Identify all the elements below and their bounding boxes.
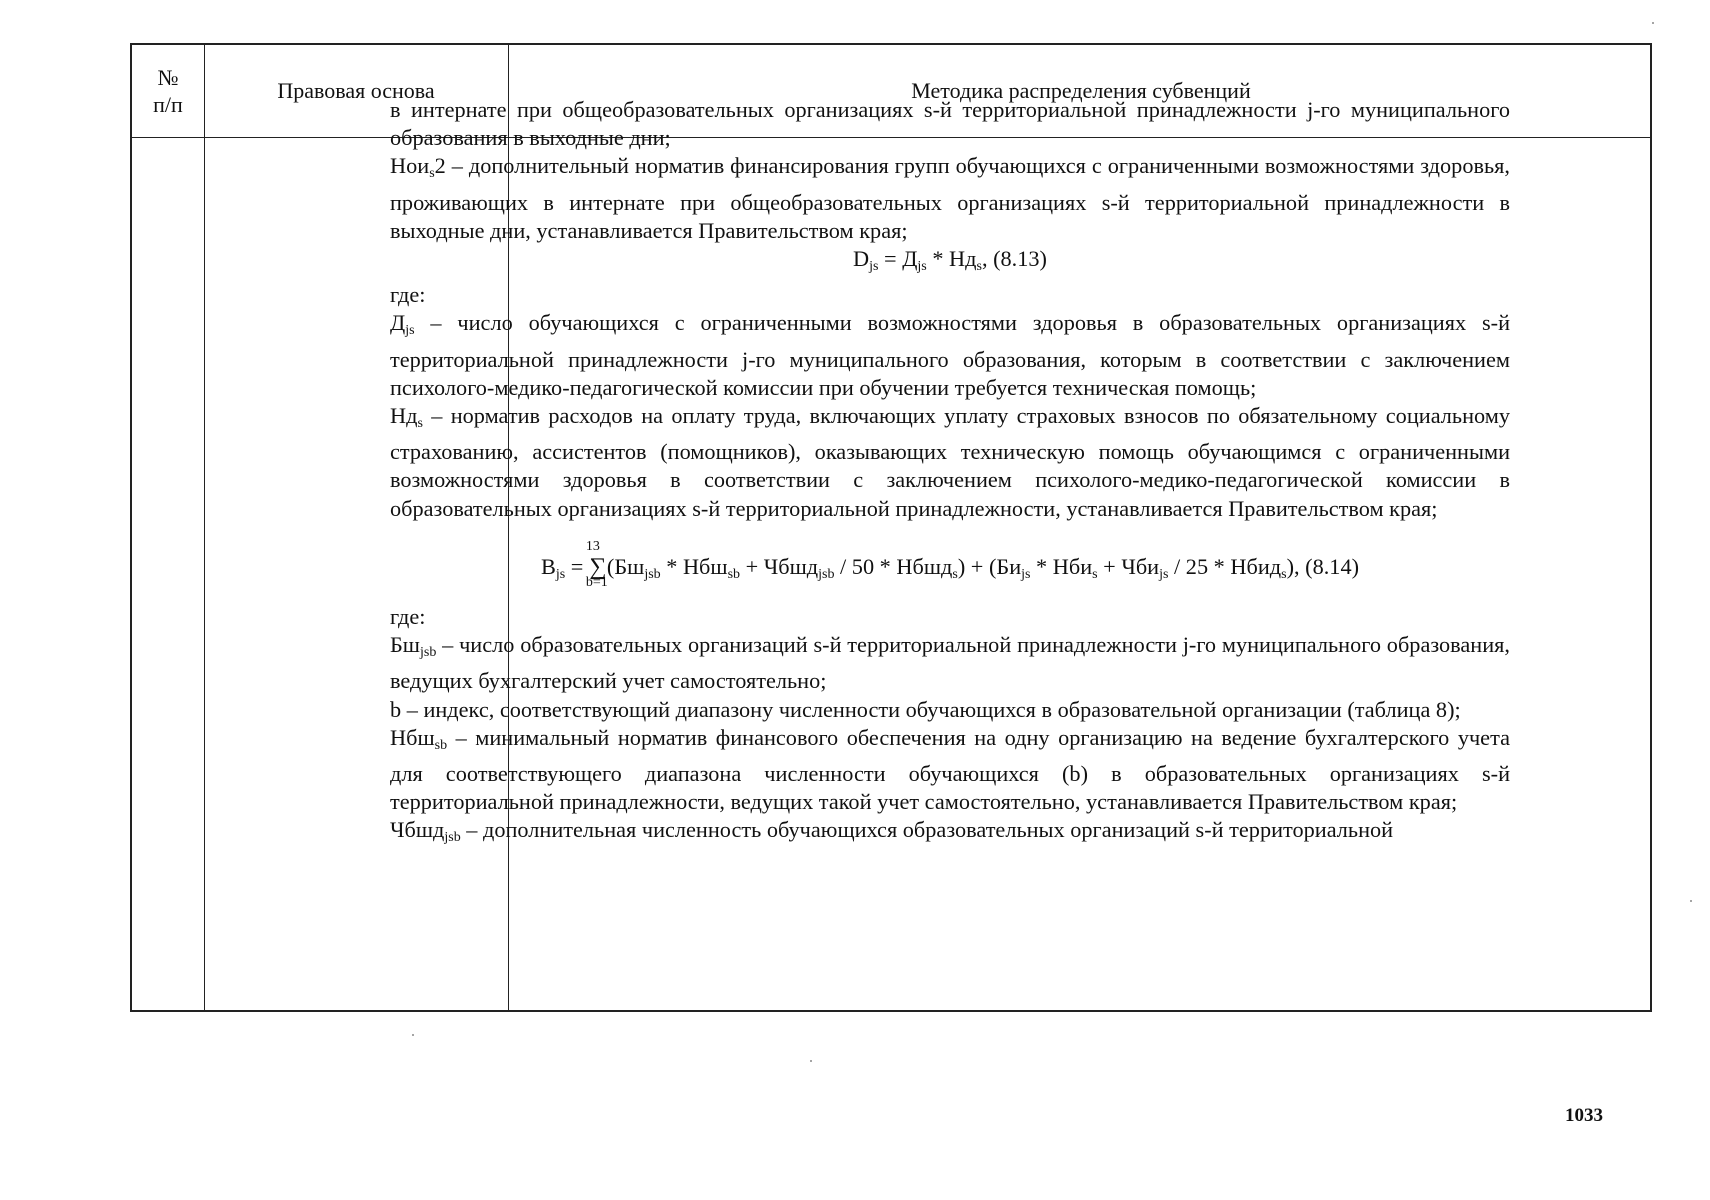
paragraph: b – индекс, соответствующий диапазону численности обучающихся в образовательной организации (таблица 8);	[390, 696, 1461, 722]
scan-speck	[412, 1034, 414, 1036]
formula-term: / 50 * Нбшд	[834, 553, 953, 579]
header-number-label: № п/п	[153, 64, 183, 117]
formula-term: ) + (Би	[957, 553, 1022, 579]
formula-term: D	[853, 246, 870, 272]
symbol: Бш	[390, 632, 420, 658]
formula-term: / 25 * Нбид	[1168, 553, 1282, 579]
formula-term: * Нби	[1030, 553, 1093, 579]
column-divider	[204, 45, 205, 1010]
paragraph	[390, 309, 1510, 402]
subscript: jsb	[644, 566, 661, 582]
formula-term: (Бш	[606, 553, 645, 579]
subscript: js	[1021, 566, 1031, 582]
subscript: jsb	[444, 830, 461, 846]
definition-text: – число образовательных организаций s-й территориальной принадлежности j-го муниципального образования, ведущих бухгалтерский учет самостоятельно;	[390, 632, 1510, 694]
scan-speck	[1690, 900, 1692, 902]
formula-term: + Чби	[1097, 553, 1160, 579]
subscript: js	[869, 259, 879, 275]
definition-text: 2 – дополнительный норматив финансирования групп обучающихся с ограниченными возможностями здоровья, проживающих в интернате при общеобразовательных организациях s-й территориальной принадлежности в выходные дни, устанавливается Правительством края;	[390, 153, 1510, 243]
scan-speck	[810, 1060, 812, 1062]
formula-term: = Д	[878, 246, 918, 272]
where-label: где:	[390, 282, 426, 308]
subscript: js	[1159, 566, 1169, 582]
subscript: js	[917, 259, 927, 275]
paragraph	[390, 631, 1510, 695]
sum-symbol: ∑ 13 b=1	[589, 553, 607, 581]
formula-term: + Чбшд	[740, 553, 819, 579]
methodology-text	[390, 96, 1510, 853]
header-legal-basis-label: Правовая основа	[277, 78, 435, 104]
definition-text: – минимальный норматив финансового обеспечения на одну организацию на ведение бухгалтерского учета для соответствующего диапазона численности обучающихся (b) в образовательных организациях s-й территориальной принадлежности, ведущих такой учет самостоятельно, устанавливается Правительством края;	[390, 724, 1510, 815]
paragraph: в интернате при общеобразовательных организациях s-й территориальной принадлежности j-го муниципального образования в выходные дни;	[390, 97, 1510, 151]
sum-lower-limit: b=1	[585, 574, 608, 590]
subscript: s	[1281, 566, 1287, 582]
symbol: Нои	[390, 153, 430, 179]
subscript: sb	[727, 566, 741, 582]
paragraph	[390, 402, 1510, 523]
formula-term: * Нбш	[660, 553, 728, 579]
page-number: 1033	[1565, 1105, 1603, 1126]
subscript: sb	[434, 737, 448, 753]
paragraph	[390, 816, 1510, 852]
symbol: Чбшд	[390, 817, 445, 843]
subscript: jsb	[818, 566, 835, 582]
subscript: s	[429, 166, 435, 182]
paragraph	[390, 152, 1510, 245]
formula-number: ), (8.14)	[1286, 553, 1360, 579]
symbol: Нд	[390, 403, 418, 429]
scan-speck	[1652, 22, 1654, 24]
sum-upper-limit: 13	[585, 538, 600, 554]
formula-8-14	[390, 538, 1510, 590]
header-number	[132, 45, 204, 137]
formula-number: , (8.13)	[981, 246, 1047, 272]
where-label: где:	[390, 604, 426, 630]
paragraph	[390, 724, 1510, 817]
definition-text: – норматив расходов на оплату труда, включающих уплату страховых взносов по обязательному социальному страхованию, ассистентов (помощников), оказывающих техническую помощь обучающимся с ограниченными возможностями здоровья в соответствии с заключением психолого-медико-педагогической комиссии в образовательных организациях s-й территориальной принадлежности, устанавливается Правительством края;	[390, 403, 1510, 521]
formula-term: * Нд	[926, 246, 977, 272]
subscript: s	[976, 259, 982, 275]
definition-text: – дополнительная численность обучающихся образовательных организаций s-й территориальной	[460, 817, 1394, 843]
formula-term: B	[540, 553, 556, 579]
subscript: js	[405, 323, 415, 339]
subscript: jsb	[419, 645, 437, 661]
header-methodology-label: Методика распределения субвенций	[911, 78, 1251, 104]
subscript: s	[417, 416, 423, 432]
subscript: s	[952, 566, 958, 582]
subscript: s	[1092, 566, 1098, 582]
definition-text: – число обучающихся с ограниченными возможностями здоровья в образовательных организациях s-й территориальной принадлежности j-го муниципального образования, которым в соответствии с заключением психолого-медико-педагогической комиссии при обучении требуется техническая помощь;	[390, 310, 1510, 400]
subscript: js	[555, 566, 566, 582]
formula-8-13	[390, 245, 1510, 281]
symbol: Д	[390, 310, 406, 336]
formula-term: =	[565, 553, 589, 579]
symbol: Нбш	[390, 724, 435, 750]
